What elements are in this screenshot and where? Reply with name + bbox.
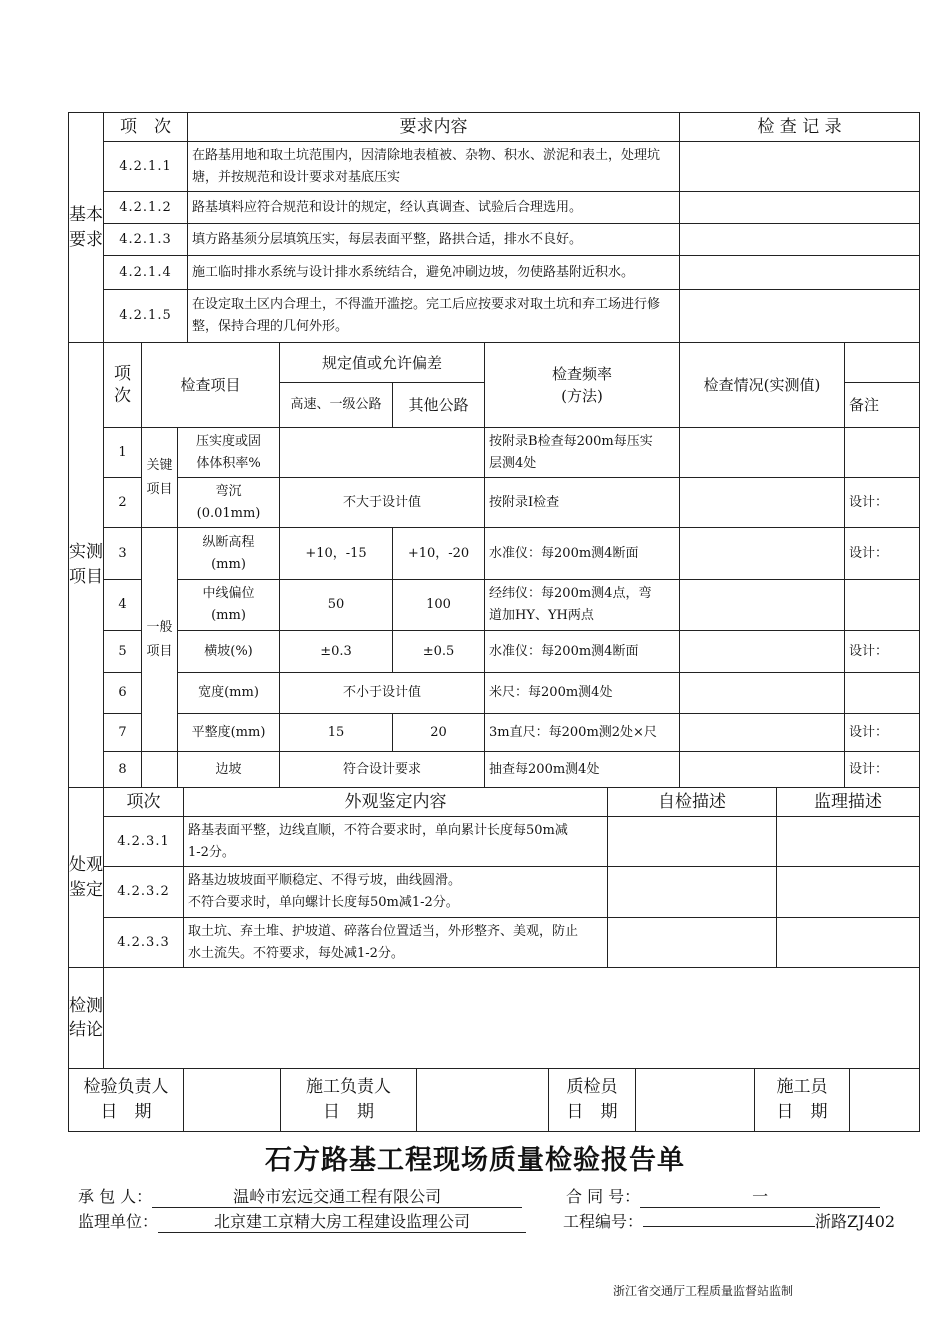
table-row: 4.2.1.4 施工临时排水系统与设计排水系统结合，避免冲刷边坡，勿使路基附近积水。 (69, 256, 920, 290)
header-record: 检 查 记 录 (680, 113, 920, 142)
contract-no-line: 合 同 号： 一 (566, 1184, 880, 1208)
contract-no-value[interactable]: 一 (640, 1184, 880, 1208)
header-item: 项 次 (104, 113, 188, 142)
conclusion-table (68, 967, 920, 1069)
record-cell[interactable] (680, 142, 920, 192)
actual-cell[interactable] (680, 714, 845, 752)
header-content: 要求内容 (188, 113, 680, 142)
measured-items-table: 实测项目 项次 检查项目 规定值或允许偏差 检查频率 (方法) 检查情况(实测值) 高速、一级公路 其他公路 备注 1 关键项目 压实度或固 体体积率% 按附录B检查每200m每压实 层测4处 2 弯沉 (0.01mm) 不大于设计值 按附录I检查 设计： 3 一般项目 纵断高程 (mm) +10，-15 +10，-20 水准仪：每200m测4断面 设计： 4 中线偏位 (mm) 50 100 经纬仪：每200m测4点，弯 道加HY、YH两点 5 横坡(%) ±0.3 ±0.5 水准仪：每200m测4断面 设计： 6 宽度(mm) 不小于设计值 米尺：每200m测4处 7 平整度(mm) 15 20 3m直尺：每200m测2处×尺 设计： 8 边坡 符合设计要求 抽查每200m测4处 设计： (68, 342, 920, 788)
contractor-line: 承 包 人： 温岭市宏远交通工程有限公司 (78, 1184, 522, 1208)
footer-note: 浙江省交通厅工程质量监督站监制 (613, 1284, 794, 1298)
basic-requirements-table (68, 112, 920, 343)
conclusion-cell[interactable] (104, 968, 920, 1069)
supervisor-cell[interactable] (777, 817, 920, 867)
record-cell[interactable] (680, 256, 920, 290)
table-row: 1 关键项目 压实度或固 体体积率% 按附录B检查每200m每压实 层测4处 (69, 428, 920, 478)
supervisor-cell[interactable] (777, 867, 920, 918)
signature-table: 检验负责人 日 期 施工负责人 日 期 质检员 日 期 施工员 日 期 (68, 1068, 920, 1132)
table-row: 4.2.3.3 取土坑、弃土堆、护坡道、碎落台位置适当，外形整齐、美观，防止 水土流失。不符要求，每处减1-2分。 (69, 918, 920, 968)
actual-cell[interactable] (680, 752, 845, 788)
self-check-cell[interactable] (608, 918, 777, 968)
inspector-signature[interactable] (184, 1069, 281, 1132)
contractor-value[interactable]: 温岭市宏远交通工程有限公司 (152, 1184, 522, 1208)
self-check-cell[interactable] (608, 817, 777, 867)
table-row: 4.2.1.3 填方路基须分层填筑压实，每层表面平整，路拱合适，排水不良好。 (69, 224, 920, 256)
record-cell[interactable] (680, 224, 920, 256)
appearance-table: 处观鉴定 项次 外观鉴定内容 自检描述 监理描述 4.2.3.1 路基表面平整，边线直顺，不符合要求时，单向累计长度每50m减 1-2分。 4.2.3.2 路基边坡坡面平顺稳定、不得亏坡，曲线圆滑。 不符合要求时，单向螺计长度每50m减1-2分。 4.2.3.3 取土坑、弃土堆、护坡道、碎落台位置适当，外形整齐、美观，防止 水土流失。不符要求，每处减1-2分。 (68, 787, 920, 968)
table-row: 5 横坡(%) ±0.3 ±0.5 水准仪：每200m测4断面 设计： (69, 631, 920, 673)
table-row: 4.2.3.2 路基边坡坡面平顺稳定、不得亏坡，曲线圆滑。 不符合要求时，单向螺计长度每50m减1-2分。 (69, 867, 920, 918)
project-no-value: 浙路ZJ402 (815, 1212, 896, 1231)
table-row: 2 弯沉 (0.01mm) 不大于设计值 按附录I检查 设计： (69, 478, 920, 528)
actual-cell[interactable] (680, 528, 845, 580)
table-row: 6 宽度(mm) 不小于设计值 米尺：每200m测4处 (69, 673, 920, 714)
table-row: 7 平整度(mm) 15 20 3m直尺：每200m测2处×尺 设计： (69, 714, 920, 752)
general-items-label: 一般项目 (142, 528, 178, 752)
self-check-cell[interactable] (608, 867, 777, 918)
measured-side-label: 实测项目 (69, 343, 104, 788)
actual-cell[interactable] (680, 580, 845, 631)
table-row: 4.2.1.5 在设定取土区内合理土，不得滥开滥挖。完工后应按要求对取土坑和弃工场进行修整，保持合理的几何外形。 (69, 290, 920, 343)
actual-cell[interactable] (680, 631, 845, 673)
actual-cell[interactable] (680, 428, 845, 478)
appearance-side-label: 处观鉴定 (69, 788, 104, 968)
table-row: 4 中线偏位 (mm) 50 100 经纬仪：每200m测4点，弯 道加HY、YH两点 (69, 580, 920, 631)
table-row: 4.2.1.2 路基填料应符合规范和设计的规定，经认真调查、试验后合理选用。 (69, 192, 920, 224)
table-row: 4.2.3.1 路基表面平整，边线直顺，不符合要求时，单向累计长度每50m减 1-2分。 (69, 817, 920, 867)
project-no-line: 工程编号： 浙路ZJ402 (563, 1212, 896, 1231)
actual-cell[interactable] (680, 478, 845, 528)
worker-signature[interactable] (850, 1069, 920, 1132)
key-items-label: 关键项目 (142, 428, 178, 528)
actual-cell[interactable] (680, 673, 845, 714)
conclusion-label: 检测结论 (69, 968, 104, 1069)
supervisor-line: 监理单位： 北京建工京精大房工程建设监理公司 (78, 1209, 526, 1233)
record-cell[interactable] (680, 290, 920, 343)
supervisor-value[interactable]: 北京建工京精大房工程建设监理公司 (158, 1209, 526, 1233)
page-title: 石方路基工程现场质量检验报告单 (265, 1145, 685, 1176)
qc-signature[interactable] (636, 1069, 755, 1132)
table-row: 4.2.1.1 在路基用地和取土坑范围内，因清除地表植被、杂物、积水、淤泥和表土，处理坑塘，并按规范和设计要求对基底压实 (69, 142, 920, 192)
table-row: 3 一般项目 纵断高程 (mm) +10，-15 +10，-20 水准仪：每200m测4断面 设计： (69, 528, 920, 580)
supervisor-cell[interactable] (777, 918, 920, 968)
construction-lead-signature[interactable] (417, 1069, 549, 1132)
basic-side-label: 基本要求 (69, 113, 104, 343)
record-cell[interactable] (680, 192, 920, 224)
table-row: 8 边坡 符合设计要求 抽查每200m测4处 设计： (69, 752, 920, 788)
